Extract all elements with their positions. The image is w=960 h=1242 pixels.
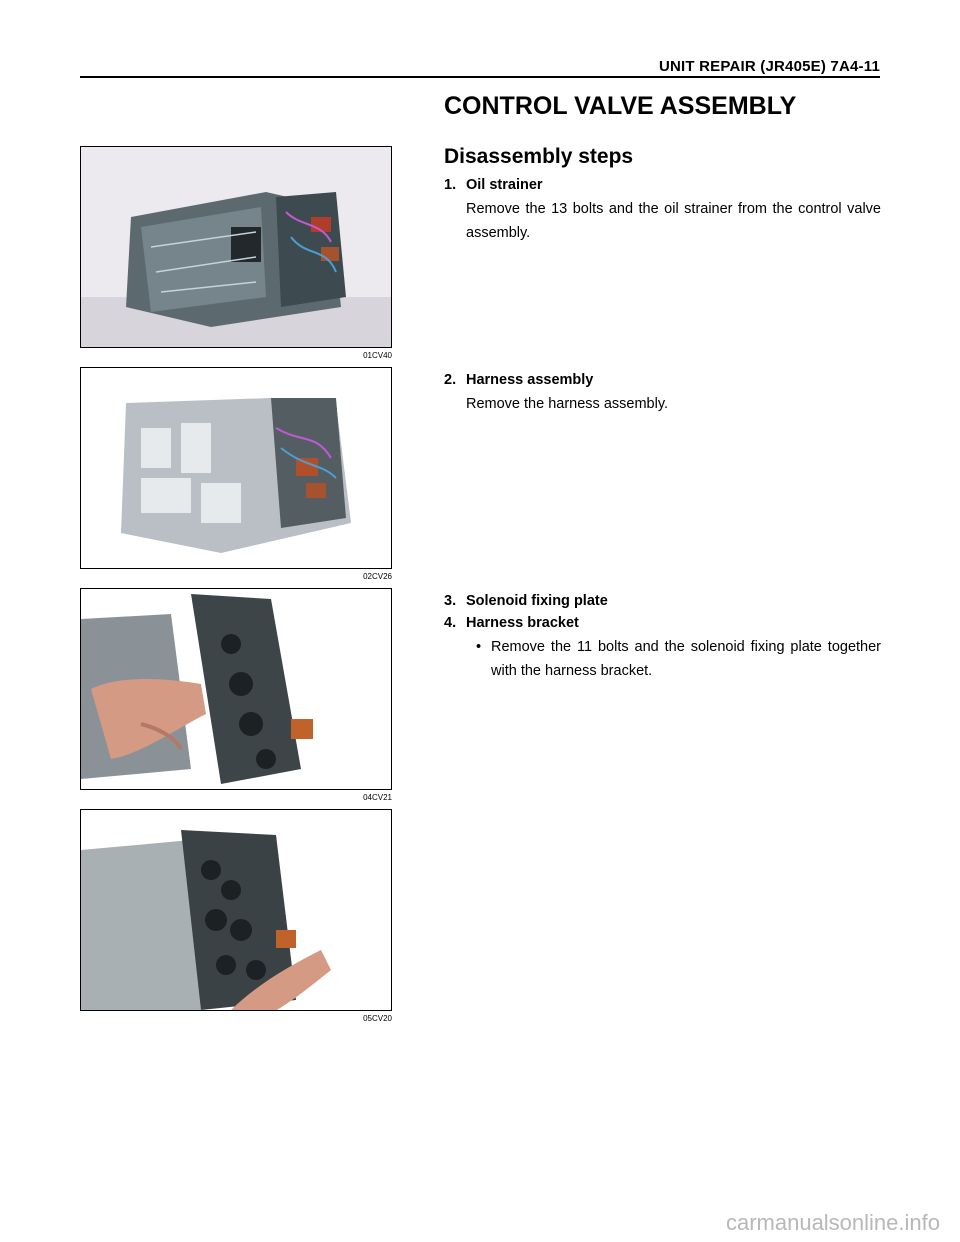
figure-3-photo — [80, 588, 392, 790]
header-rule — [80, 76, 880, 78]
figure-3 — [80, 588, 392, 802]
subsection-title: Disassembly steps — [444, 145, 634, 168]
step-4-bullet — [444, 635, 881, 683]
step-2 — [444, 368, 881, 416]
figure-2 — [80, 367, 392, 581]
figure-1-photo — [80, 146, 392, 348]
step-1 — [444, 173, 881, 245]
figure-4-caption: 05CV20 — [363, 1014, 392, 1023]
step-2-number: 2. — [444, 372, 457, 388]
step-3-number: 3. — [444, 593, 457, 609]
figure-2-caption: 02CV26 — [363, 572, 392, 581]
figure-1-caption: 01CV40 — [363, 351, 392, 360]
step-1-number: 1. — [444, 177, 457, 193]
step-1-text: Remove the 13 bolts and the oil strainer from the control valve assembly. — [466, 201, 881, 241]
section-title: CONTROL VALVE ASSEMBLY — [444, 92, 797, 120]
step-3-title: Solenoid fixing plate — [466, 593, 608, 609]
step-1-title: Oil strainer — [466, 177, 543, 193]
step-4-number: 4. — [444, 615, 457, 631]
step-4-title: Harness bracket — [466, 615, 579, 631]
step-2-text: Remove the harness assembly. — [466, 396, 669, 412]
step-2-title: Harness assembly — [466, 372, 594, 388]
page-header-title: UNIT REPAIR (JR405E) 7A4-11 — [658, 58, 880, 75]
step-4-bullet-text: Remove the 11 bolts and the solenoid fixing plate together with the harness bracket. — [491, 639, 881, 679]
figure-2-photo — [80, 367, 392, 569]
figure-4-photo — [80, 809, 392, 1011]
bullet-dot-icon: • — [475, 639, 482, 655]
step-4 — [444, 611, 881, 683]
figure-3-caption: 04CV21 — [363, 793, 392, 802]
figure-4 — [80, 809, 392, 1023]
figure-1 — [80, 146, 392, 360]
watermark: carmanualsonline.info — [725, 1210, 940, 1235]
step-3 — [444, 589, 881, 613]
